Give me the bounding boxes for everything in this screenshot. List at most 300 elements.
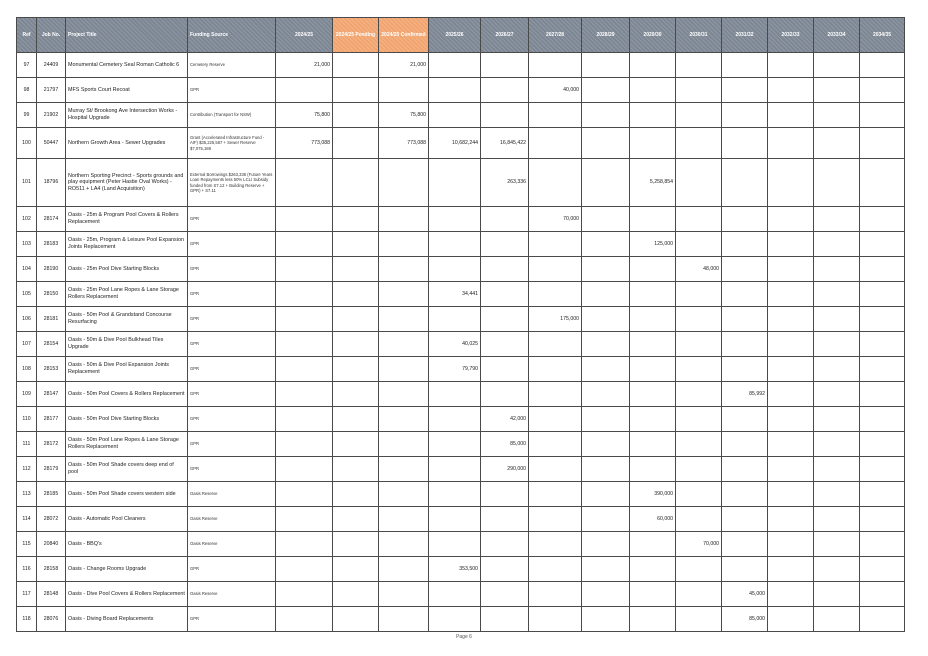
year-value-cell: 21,000 bbox=[379, 53, 429, 78]
year-value-cell bbox=[722, 482, 768, 507]
year-value-cell bbox=[379, 159, 429, 207]
year-value-cell bbox=[582, 232, 630, 257]
year-value-cell bbox=[814, 532, 860, 557]
year-value-cell bbox=[481, 582, 529, 607]
year-value-cell bbox=[429, 257, 481, 282]
job-no-cell: 28076 bbox=[37, 607, 66, 632]
job-no-cell: 28174 bbox=[37, 207, 66, 232]
year-value-cell bbox=[379, 432, 429, 457]
year-value-cell bbox=[276, 159, 333, 207]
year-value-cell bbox=[379, 557, 429, 582]
year-value-cell bbox=[582, 607, 630, 632]
year-value-cell bbox=[630, 128, 676, 159]
year-value-cell bbox=[379, 607, 429, 632]
year-value-cell bbox=[379, 507, 429, 532]
year-value-cell bbox=[529, 407, 582, 432]
year-value-cell bbox=[333, 607, 379, 632]
year-value-cell bbox=[276, 207, 333, 232]
year-value-cell bbox=[429, 207, 481, 232]
project-title-cell: Murray St/ Brookong Ave Intersection Works - Hospital Upgrade bbox=[66, 103, 188, 128]
year-value-cell bbox=[582, 582, 630, 607]
year-value-cell bbox=[276, 307, 333, 332]
year-value-cell bbox=[276, 282, 333, 307]
funding-source-cell: GPR bbox=[188, 357, 276, 382]
year-value-cell bbox=[429, 103, 481, 128]
funding-source-cell: Oasis Reserve bbox=[188, 582, 276, 607]
ref-cell: 99 bbox=[17, 103, 37, 128]
year-value-cell bbox=[676, 159, 722, 207]
year-value-cell bbox=[768, 128, 814, 159]
year-value-cell bbox=[814, 507, 860, 532]
year-value-cell bbox=[814, 607, 860, 632]
ref-cell: 110 bbox=[17, 407, 37, 432]
job-no-cell: 28150 bbox=[37, 282, 66, 307]
year-value-cell bbox=[722, 128, 768, 159]
year-value-cell bbox=[676, 357, 722, 382]
year-value-cell bbox=[582, 257, 630, 282]
ref-cell: 105 bbox=[17, 282, 37, 307]
year-value-cell bbox=[333, 582, 379, 607]
table-row bbox=[17, 232, 905, 257]
year-value-cell bbox=[582, 507, 630, 532]
year-value-cell bbox=[379, 357, 429, 382]
year-value-cell bbox=[676, 582, 722, 607]
project-title-cell: Oasis - 50m Pool Covers & Rollers Replacement bbox=[66, 382, 188, 407]
year-value-cell bbox=[860, 128, 905, 159]
year-value-cell bbox=[582, 457, 630, 482]
year-value-cell bbox=[276, 357, 333, 382]
year-value-cell bbox=[860, 257, 905, 282]
year-value-cell bbox=[582, 53, 630, 78]
year-value-cell: 85,000 bbox=[481, 432, 529, 457]
year-value-cell bbox=[379, 232, 429, 257]
year-value-cell bbox=[814, 482, 860, 507]
year-value-cell bbox=[814, 159, 860, 207]
year-value-cell: 48,000 bbox=[676, 257, 722, 282]
year-value-cell bbox=[379, 257, 429, 282]
table-row bbox=[17, 532, 905, 557]
year-value-cell bbox=[722, 232, 768, 257]
header-row bbox=[17, 18, 905, 53]
year-value-cell bbox=[333, 532, 379, 557]
year-value-cell bbox=[276, 532, 333, 557]
year-value-cell bbox=[529, 232, 582, 257]
year-value-cell bbox=[768, 232, 814, 257]
year-value-cell bbox=[630, 432, 676, 457]
table-row bbox=[17, 53, 905, 78]
job-no-cell: 28154 bbox=[37, 332, 66, 357]
year-value-cell bbox=[481, 307, 529, 332]
year-value-cell bbox=[481, 207, 529, 232]
year-value-cell bbox=[814, 457, 860, 482]
project-title-cell: Oasis - Automatic Pool Cleaners bbox=[66, 507, 188, 532]
year-value-cell bbox=[768, 432, 814, 457]
year-value-cell: 390,000 bbox=[630, 482, 676, 507]
year-value-cell bbox=[630, 282, 676, 307]
year-value-cell bbox=[676, 282, 722, 307]
ref-cell: 116 bbox=[17, 557, 37, 582]
year-value-cell bbox=[481, 357, 529, 382]
year-value-cell bbox=[768, 159, 814, 207]
year-value-cell bbox=[333, 282, 379, 307]
year-value-cell: 42,000 bbox=[481, 407, 529, 432]
project-title-cell: Oasis - 50m Pool Shade covers deep end of pool bbox=[66, 457, 188, 482]
header-year: 2031/32 bbox=[722, 18, 768, 53]
funding-source-cell: GPR bbox=[188, 307, 276, 332]
year-value-cell bbox=[429, 407, 481, 432]
year-value-cell bbox=[814, 282, 860, 307]
project-title-cell: Oasis - 50m Pool Shade covers western side bbox=[66, 482, 188, 507]
job-no-cell: 28158 bbox=[37, 557, 66, 582]
funding-source-cell: GPR bbox=[188, 407, 276, 432]
year-value-cell bbox=[481, 78, 529, 103]
ref-cell: 112 bbox=[17, 457, 37, 482]
table-row bbox=[17, 407, 905, 432]
year-value-cell bbox=[276, 407, 333, 432]
year-value-cell bbox=[582, 128, 630, 159]
year-value-cell bbox=[379, 532, 429, 557]
year-value-cell bbox=[860, 332, 905, 357]
year-value-cell bbox=[529, 507, 582, 532]
year-value-cell bbox=[582, 357, 630, 382]
year-value-cell: 263,336 bbox=[481, 159, 529, 207]
year-value-cell bbox=[676, 307, 722, 332]
header-year: 2029/30 bbox=[630, 18, 676, 53]
year-value-cell bbox=[333, 357, 379, 382]
year-value-cell bbox=[814, 332, 860, 357]
table-body bbox=[17, 53, 905, 632]
funding-source-cell: Oasis Reserve bbox=[188, 482, 276, 507]
project-title-cell: Oasis - Change Rooms Upgrade bbox=[66, 557, 188, 582]
job-no-cell: 28148 bbox=[37, 582, 66, 607]
ref-cell: 104 bbox=[17, 257, 37, 282]
funding-source-cell: GPR bbox=[188, 432, 276, 457]
year-value-cell bbox=[481, 482, 529, 507]
year-value-cell: 5,258,854 bbox=[630, 159, 676, 207]
year-value-cell bbox=[722, 207, 768, 232]
year-value-cell bbox=[676, 207, 722, 232]
header-year: 2026/27 bbox=[481, 18, 529, 53]
year-value-cell bbox=[676, 78, 722, 103]
year-value-cell bbox=[722, 432, 768, 457]
year-value-cell bbox=[429, 382, 481, 407]
year-value-cell bbox=[582, 307, 630, 332]
year-value-cell bbox=[860, 582, 905, 607]
funding-source-cell: Oasis Reserve bbox=[188, 532, 276, 557]
year-value-cell bbox=[481, 282, 529, 307]
year-value-cell bbox=[529, 257, 582, 282]
table-row bbox=[17, 307, 905, 332]
job-no-cell: 28172 bbox=[37, 432, 66, 457]
job-no-cell: 28181 bbox=[37, 307, 66, 332]
year-value-cell bbox=[582, 103, 630, 128]
year-value-cell: 10,682,244 bbox=[429, 128, 481, 159]
table-row bbox=[17, 482, 905, 507]
table-row bbox=[17, 78, 905, 103]
year-value-cell bbox=[860, 78, 905, 103]
project-title-cell: Monumental Cemetery Seal Roman Catholic 6 bbox=[66, 53, 188, 78]
year-value-cell: 773,088 bbox=[276, 128, 333, 159]
project-title-cell: Oasis - Diving Board Replacements bbox=[66, 607, 188, 632]
year-value-cell bbox=[429, 607, 481, 632]
year-value-cell bbox=[529, 457, 582, 482]
year-value-cell bbox=[814, 407, 860, 432]
table-row bbox=[17, 332, 905, 357]
job-no-cell: 20840 bbox=[37, 532, 66, 557]
year-value-cell bbox=[582, 532, 630, 557]
funding-source-cell: GPR bbox=[188, 332, 276, 357]
year-value-cell bbox=[860, 507, 905, 532]
ref-cell: 109 bbox=[17, 382, 37, 407]
year-value-cell bbox=[768, 582, 814, 607]
year-value-cell bbox=[768, 607, 814, 632]
year-value-cell bbox=[814, 53, 860, 78]
year-value-cell bbox=[722, 532, 768, 557]
job-no-cell: 28185 bbox=[37, 482, 66, 507]
year-value-cell bbox=[582, 159, 630, 207]
year-value-cell bbox=[529, 382, 582, 407]
year-value-cell bbox=[529, 282, 582, 307]
year-value-cell bbox=[379, 332, 429, 357]
year-value-cell bbox=[630, 207, 676, 232]
funding-source-cell: GPR bbox=[188, 282, 276, 307]
header-year: 2033/34 bbox=[814, 18, 860, 53]
year-value-cell bbox=[630, 382, 676, 407]
year-value-cell bbox=[333, 53, 379, 78]
project-title-cell: Oasis - Dive Pool Covers & Rollers Replacement bbox=[66, 582, 188, 607]
year-value-cell bbox=[860, 307, 905, 332]
year-value-cell bbox=[481, 53, 529, 78]
year-value-cell bbox=[630, 53, 676, 78]
ref-cell: 108 bbox=[17, 357, 37, 382]
year-value-cell bbox=[768, 482, 814, 507]
year-value-cell bbox=[481, 232, 529, 257]
year-value-cell bbox=[768, 207, 814, 232]
year-value-cell bbox=[676, 128, 722, 159]
year-value-cell bbox=[529, 532, 582, 557]
header-project-title: Project Title bbox=[66, 18, 188, 53]
header-year: 2027/28 bbox=[529, 18, 582, 53]
year-value-cell bbox=[814, 382, 860, 407]
year-value-cell bbox=[676, 103, 722, 128]
year-value-cell bbox=[722, 103, 768, 128]
year-value-cell bbox=[529, 128, 582, 159]
year-value-cell bbox=[860, 532, 905, 557]
funding-source-cell: GPR bbox=[188, 557, 276, 582]
year-value-cell bbox=[814, 557, 860, 582]
year-value-cell bbox=[768, 332, 814, 357]
year-value-cell bbox=[481, 607, 529, 632]
year-value-cell: 70,000 bbox=[676, 532, 722, 557]
project-title-cell: Oasis - 50m & Dive Pool Bulkhead Tiles Upgrade bbox=[66, 332, 188, 357]
year-value-cell bbox=[379, 282, 429, 307]
year-value-cell: 290,000 bbox=[481, 457, 529, 482]
year-value-cell bbox=[529, 357, 582, 382]
year-value-cell bbox=[379, 407, 429, 432]
year-value-cell bbox=[768, 257, 814, 282]
year-value-cell bbox=[529, 432, 582, 457]
year-value-cell bbox=[722, 78, 768, 103]
year-value-cell bbox=[429, 307, 481, 332]
year-value-cell bbox=[630, 307, 676, 332]
year-value-cell bbox=[429, 457, 481, 482]
year-value-cell bbox=[582, 78, 630, 103]
job-no-cell: 28153 bbox=[37, 357, 66, 382]
year-value-cell: 79,790 bbox=[429, 357, 481, 382]
year-value-cell bbox=[860, 103, 905, 128]
header-year-pending: 2024/25 Pending bbox=[333, 18, 379, 53]
year-value-cell bbox=[276, 382, 333, 407]
year-value-cell bbox=[582, 557, 630, 582]
funding-source-cell: Grant (Accelerated Infrastructure Fund - AIF) $35,225,567 + Sewer Reserve $7,075,188 bbox=[188, 128, 276, 159]
year-value-cell: 60,000 bbox=[630, 507, 676, 532]
year-value-cell bbox=[860, 357, 905, 382]
year-value-cell bbox=[860, 53, 905, 78]
year-value-cell bbox=[676, 482, 722, 507]
year-value-cell bbox=[860, 382, 905, 407]
year-value-cell bbox=[379, 457, 429, 482]
job-no-cell: 28183 bbox=[37, 232, 66, 257]
year-value-cell: 773,088 bbox=[379, 128, 429, 159]
year-value-cell bbox=[333, 78, 379, 103]
job-no-cell: 28190 bbox=[37, 257, 66, 282]
year-value-cell bbox=[676, 382, 722, 407]
ref-cell: 97 bbox=[17, 53, 37, 78]
year-value-cell bbox=[333, 432, 379, 457]
year-value-cell bbox=[722, 332, 768, 357]
year-value-cell bbox=[333, 557, 379, 582]
year-value-cell bbox=[529, 582, 582, 607]
year-value-cell bbox=[529, 607, 582, 632]
capital-works-table bbox=[16, 17, 905, 632]
year-value-cell bbox=[481, 332, 529, 357]
job-no-cell: 28179 bbox=[37, 457, 66, 482]
year-value-cell bbox=[333, 159, 379, 207]
year-value-cell bbox=[768, 53, 814, 78]
year-value-cell bbox=[529, 53, 582, 78]
year-value-cell bbox=[630, 78, 676, 103]
year-value-cell: 40,000 bbox=[529, 78, 582, 103]
year-value-cell: 75,800 bbox=[379, 103, 429, 128]
project-title-cell: Oasis - 25m Pool Dive Starting Blocks bbox=[66, 257, 188, 282]
year-value-cell bbox=[276, 257, 333, 282]
year-value-cell bbox=[768, 78, 814, 103]
year-value-cell bbox=[481, 557, 529, 582]
year-value-cell bbox=[814, 357, 860, 382]
project-title-cell: Oasis - 25m Pool Lane Ropes & Lane Storage Rollers Replacement bbox=[66, 282, 188, 307]
year-value-cell bbox=[814, 128, 860, 159]
year-value-cell bbox=[630, 357, 676, 382]
year-value-cell bbox=[860, 282, 905, 307]
funding-source-cell: GPR bbox=[188, 257, 276, 282]
year-value-cell bbox=[722, 557, 768, 582]
ref-cell: 106 bbox=[17, 307, 37, 332]
year-value-cell bbox=[529, 557, 582, 582]
project-title-cell: Oasis - 50m Pool & Grandstand Concourse Resurfacing bbox=[66, 307, 188, 332]
year-value-cell bbox=[814, 432, 860, 457]
job-no-cell: 28177 bbox=[37, 407, 66, 432]
table-row bbox=[17, 457, 905, 482]
header-funding-source: Funding Source bbox=[188, 18, 276, 53]
year-value-cell bbox=[276, 432, 333, 457]
project-title-cell: MFS Sports Court Recoat bbox=[66, 78, 188, 103]
ref-cell: 117 bbox=[17, 582, 37, 607]
year-value-cell bbox=[722, 507, 768, 532]
project-title-cell: Northern Sporting Precinct - Sports grounds and play equipment (Peter Hastie Oval Works) - RO511 + LA4 (Land Acquisition) bbox=[66, 159, 188, 207]
year-value-cell bbox=[429, 532, 481, 557]
ref-cell: 111 bbox=[17, 432, 37, 457]
year-value-cell bbox=[630, 407, 676, 432]
job-no-cell: 50447 bbox=[37, 128, 66, 159]
project-title-cell: Oasis - 25m, Program & Leisure Pool Expansion Joints Replacement bbox=[66, 232, 188, 257]
funding-source-cell: Cemetery Reserve bbox=[188, 53, 276, 78]
table-row bbox=[17, 607, 905, 632]
header-year: 2034/35 bbox=[860, 18, 905, 53]
year-value-cell bbox=[814, 103, 860, 128]
table-row bbox=[17, 159, 905, 207]
table-row bbox=[17, 128, 905, 159]
year-value-cell bbox=[379, 307, 429, 332]
year-value-cell bbox=[676, 432, 722, 457]
year-value-cell bbox=[429, 159, 481, 207]
year-value-cell bbox=[333, 207, 379, 232]
year-value-cell bbox=[333, 507, 379, 532]
header-year: 2032/33 bbox=[768, 18, 814, 53]
year-value-cell bbox=[429, 507, 481, 532]
year-value-cell bbox=[333, 407, 379, 432]
year-value-cell: 75,800 bbox=[276, 103, 333, 128]
funding-source-cell: Contribution (Transport for NSW) bbox=[188, 103, 276, 128]
year-value-cell bbox=[333, 457, 379, 482]
year-value-cell: 16,845,422 bbox=[481, 128, 529, 159]
project-title-cell: Oasis - 50m Pool Dive Starting Blocks bbox=[66, 407, 188, 432]
year-value-cell bbox=[676, 457, 722, 482]
header-year: 2025/26 bbox=[429, 18, 481, 53]
year-value-cell bbox=[276, 232, 333, 257]
table-row bbox=[17, 282, 905, 307]
table-row bbox=[17, 582, 905, 607]
year-value-cell bbox=[722, 53, 768, 78]
year-value-cell bbox=[582, 382, 630, 407]
project-title-cell: Oasis - 25m & Program Pool Covers & Rollers Replacement bbox=[66, 207, 188, 232]
table-row bbox=[17, 357, 905, 382]
job-no-cell: 21797 bbox=[37, 78, 66, 103]
year-value-cell bbox=[722, 307, 768, 332]
year-value-cell bbox=[722, 257, 768, 282]
year-value-cell bbox=[582, 482, 630, 507]
year-value-cell bbox=[276, 457, 333, 482]
year-value-cell bbox=[379, 482, 429, 507]
year-value-cell bbox=[768, 382, 814, 407]
year-value-cell bbox=[814, 307, 860, 332]
year-value-cell bbox=[582, 282, 630, 307]
year-value-cell bbox=[676, 232, 722, 257]
year-value-cell bbox=[582, 407, 630, 432]
job-no-cell: 28072 bbox=[37, 507, 66, 532]
funding-source-cell: GPR bbox=[188, 232, 276, 257]
year-value-cell bbox=[630, 607, 676, 632]
year-value-cell: 125,000 bbox=[630, 232, 676, 257]
year-value-cell bbox=[722, 357, 768, 382]
year-value-cell bbox=[481, 382, 529, 407]
funding-source-cell: External Borrowings $263,336 (Future Years Loan Repayments less 50% LCLI Subsidy funded from S7.12 + Building Reserve + GPR) + S7.11 bbox=[188, 159, 276, 207]
year-value-cell bbox=[333, 482, 379, 507]
ref-cell: 103 bbox=[17, 232, 37, 257]
table-row bbox=[17, 382, 905, 407]
year-value-cell bbox=[529, 103, 582, 128]
year-value-cell bbox=[582, 207, 630, 232]
year-value-cell bbox=[481, 532, 529, 557]
